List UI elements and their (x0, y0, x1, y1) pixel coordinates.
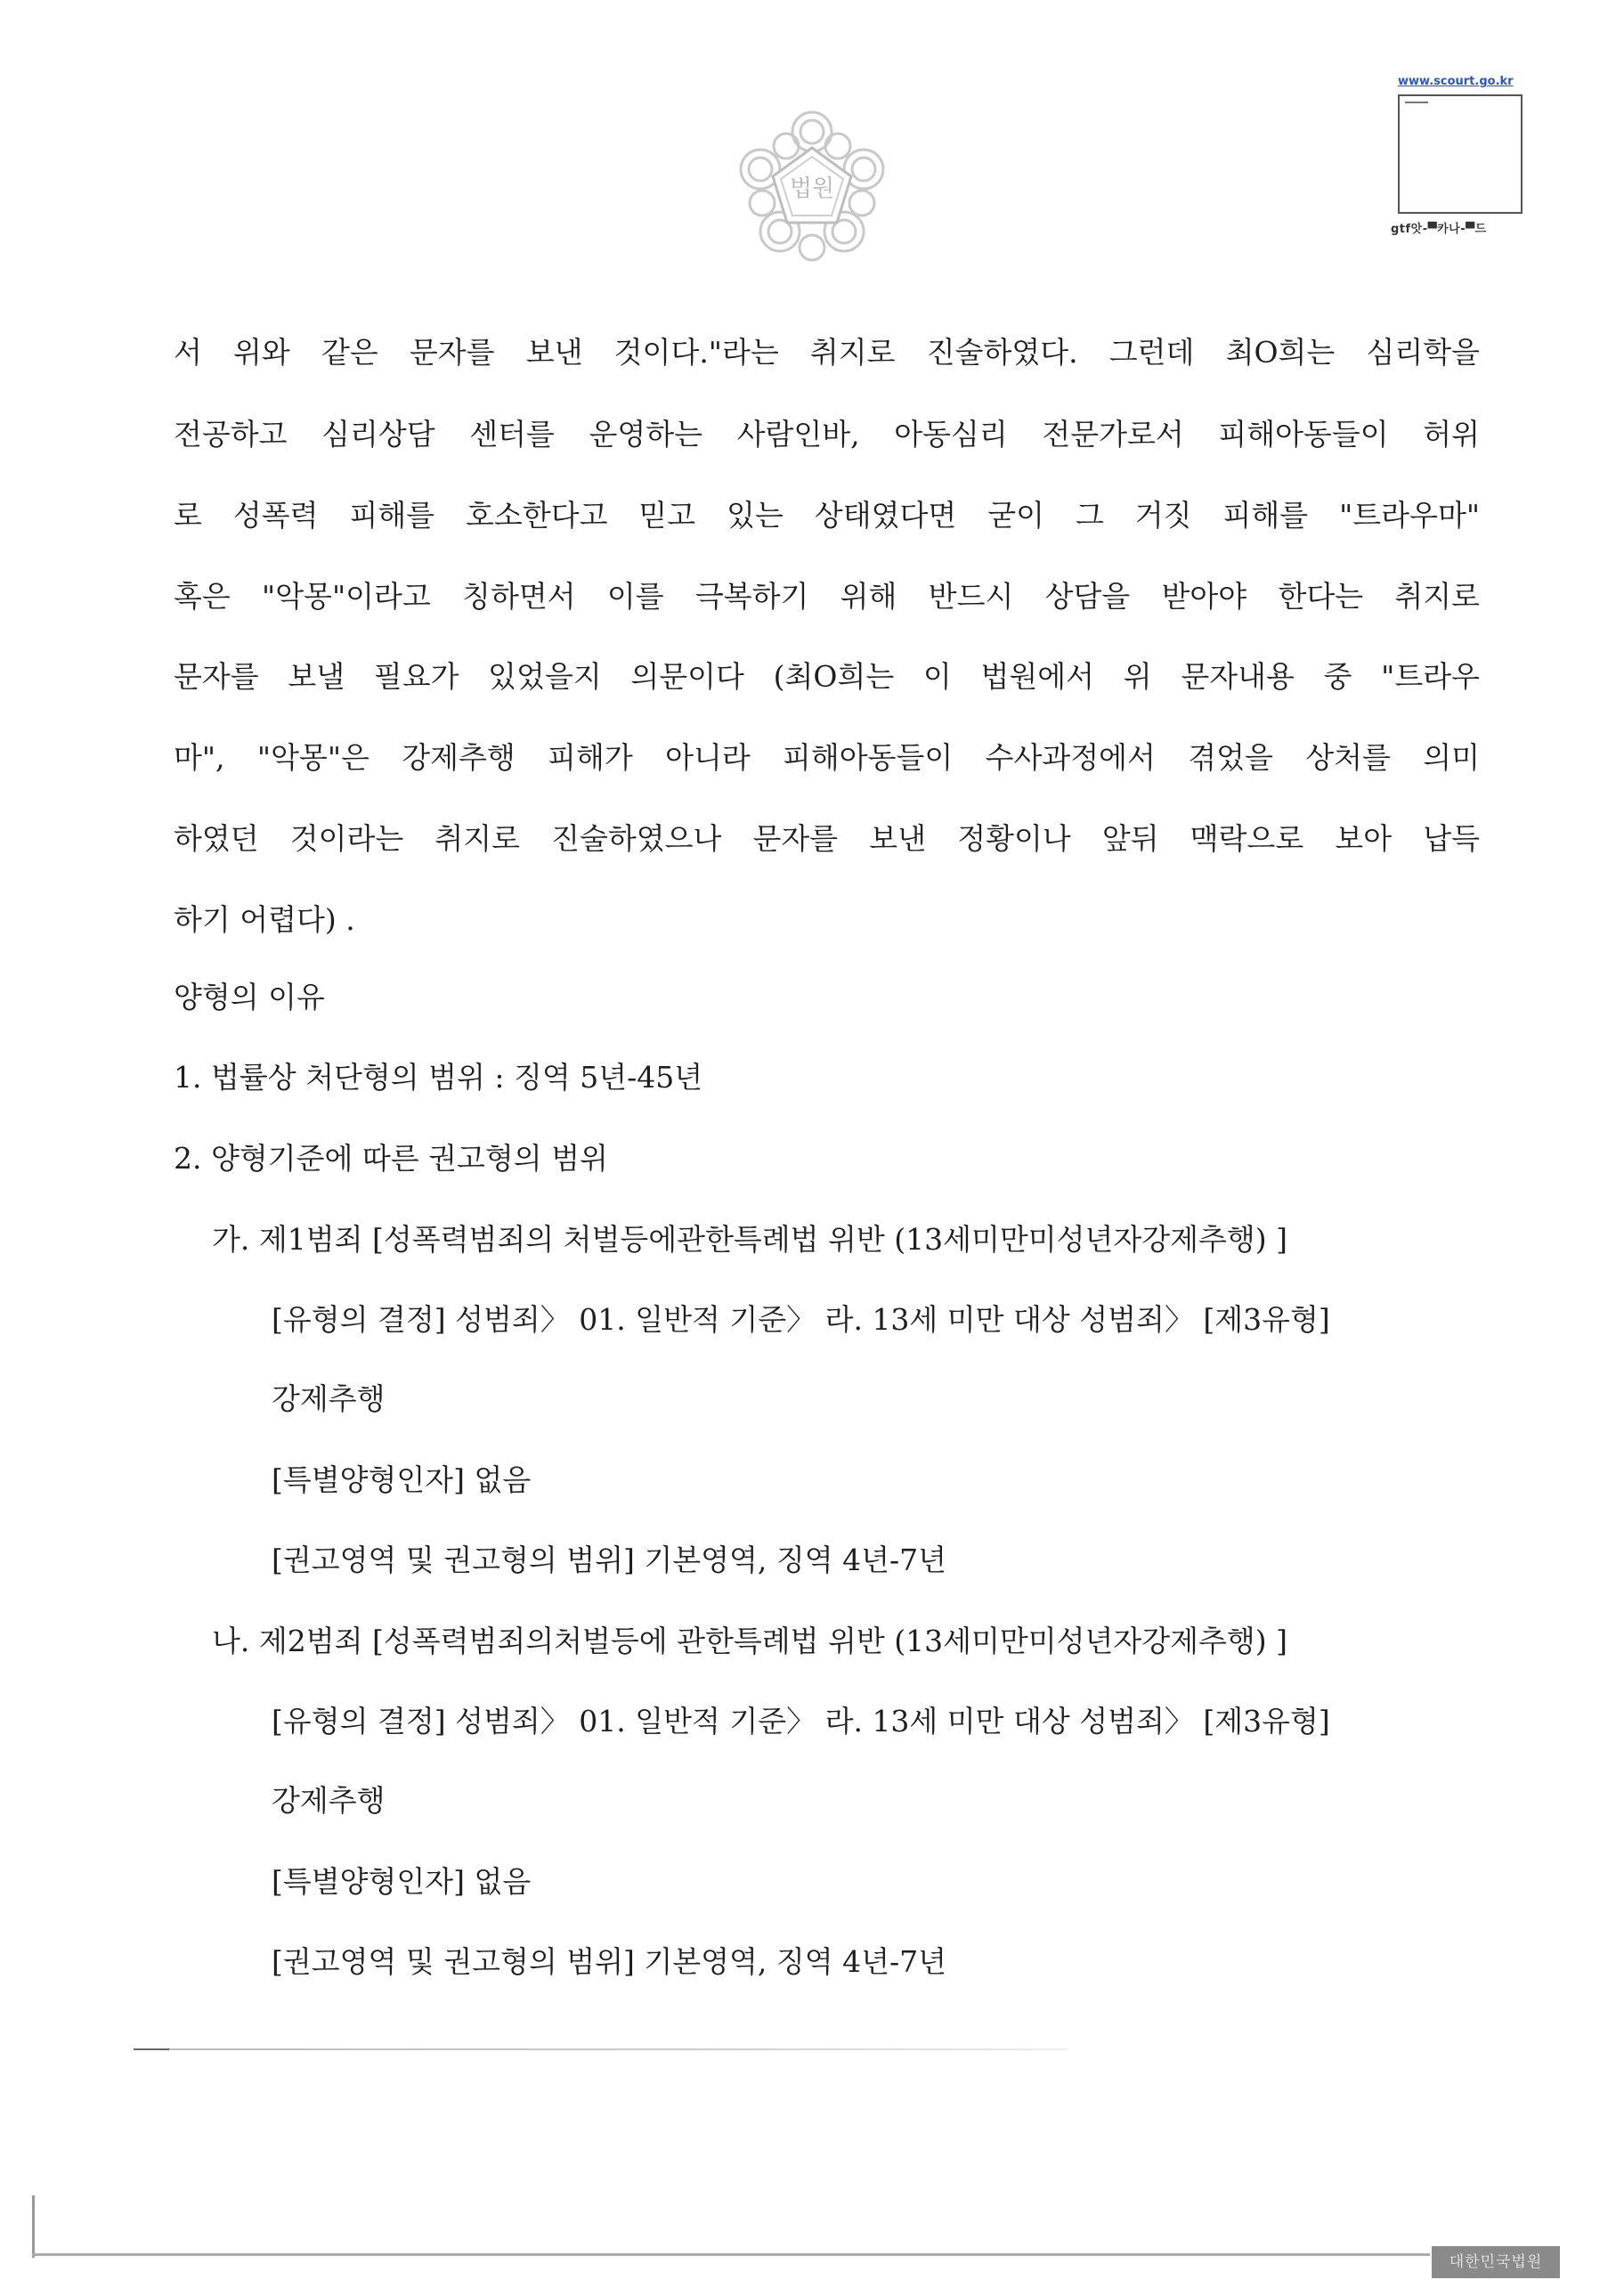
qr-url-link[interactable]: www.scourt.go.kr (1398, 75, 1514, 88)
crime-b-decision: [유형의 결정] 성범죄〉 01. 일반적 기준〉 라. 13세 미만 대상 성범죄〉 [제3유형] (272, 1704, 1330, 1738)
crime-a-decision: [유형의 결정] 성범죄〉 01. 일반적 기준〉 라. 13세 미만 대상 성범죄〉 [제3유형] (272, 1302, 1330, 1337)
item-1: 1. 법률상 처단형의 범위 : 징역 5년-45년 (174, 1060, 703, 1095)
qr-code-text: gtf앗-▀카나-▀드 (1391, 223, 1487, 236)
paragraph-line-7: 하였던 것이라는 취지로 진술하였으나 문자를 보낸 정황이나 앞뒤 맥락으로 보아 납득 (174, 821, 1480, 856)
paragraph-line-4: 혹은 "악몽"이라고 칭하면서 이를 극복하기 위해 반드시 상담을 받아야 한다는 취지로 (174, 579, 1480, 614)
page-edge-mark (32, 2195, 35, 2258)
paragraph-line-2: 전공하고 심리상담 센터를 운영하는 사람인바, 아동심리 전문가로서 피해아동들이 허위 (174, 417, 1480, 452)
footer-court-stamp: 대한민국법원 (1432, 2246, 1560, 2278)
crime-b-special-factor: [특별양형인자] 없음 (272, 1864, 532, 1899)
scan-artifact-line (134, 2048, 1068, 2050)
crime-b-decision-cont: 강제추행 (272, 1783, 386, 1818)
seal-text: 법원 (789, 175, 835, 202)
footer-rule (32, 2253, 1430, 2256)
crime-b-heading: 나. 제2범죄 [성폭력범죄의처벌등에 관한특례법 위반 (13세미만미성년자강제추행) ] (212, 1624, 1288, 1658)
paragraph-line-3: 로 성폭력 피해를 호소한다고 믿고 있는 상태였다면 굳이 그 거짓 피해를 "트라우마" (174, 498, 1480, 533)
crime-a-heading: 가. 제1범죄 [성폭력범죄의 처벌등에관한특례법 위반 (13세미만미성년자강제추행) ] (212, 1222, 1288, 1257)
paragraph-line-6: 마", "악몽"은 강제추행 피해가 아니라 피해아동들이 수사과정에서 겪었을 상처를 의미 (174, 740, 1480, 775)
paragraph-line-8: 하기 어렵다) . (174, 902, 355, 937)
crime-a-decision-cont: 강제추행 (272, 1381, 386, 1416)
section-title: 양형의 이유 (174, 980, 325, 1014)
item-2: 2. 양형기준에 따른 권고형의 범위 (174, 1141, 608, 1176)
crime-a-special-factor: [특별양형인자] 없음 (272, 1462, 532, 1497)
paragraph-line-5: 문자를 보낼 필요가 있었을지 의문이다 (최O희는 이 법원에서 위 문자내용 중 "트라우 (174, 659, 1480, 694)
paragraph-line-1: 서 위와 같은 문자를 보낸 것이다."라는 취지로 진술하였다. 그런데 최O희는 심리학을 (174, 335, 1480, 370)
crime-a-recommended: [권고영역 및 권고형의 범위] 기본영역, 징역 4년-7년 (272, 1543, 947, 1577)
crime-b-recommended: [권고영역 및 권고형의 범위] 기본영역, 징역 4년-7년 (272, 1944, 947, 1979)
